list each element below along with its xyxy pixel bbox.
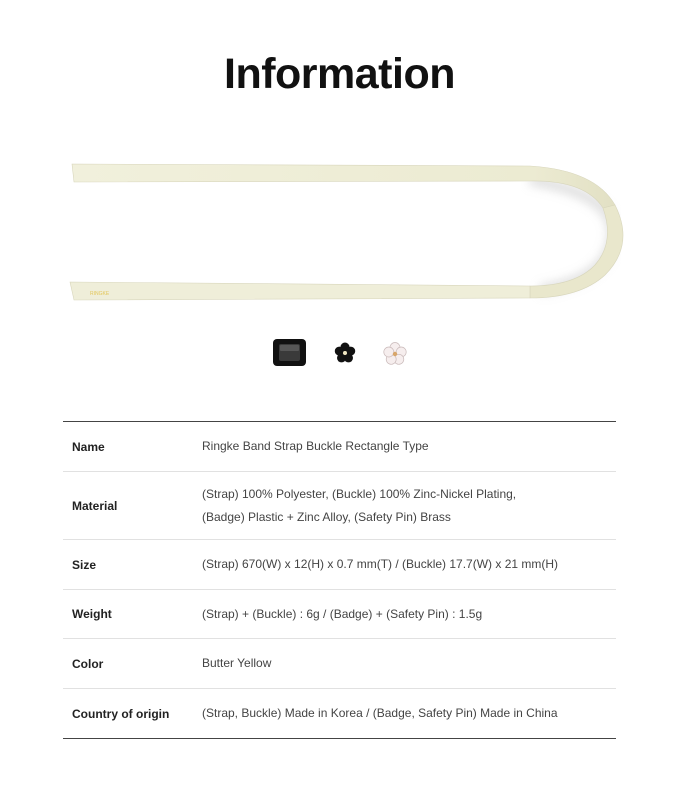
- spec-value-line: (Strap) 670(W) x 12(H) x 0.7 mm(T) / (Buckle) 17.7(W) x 21 mm(H): [202, 557, 559, 571]
- spec-value-line: (Strap) + (Buckle) : 6g / (Badge) + (Safety Pin) : 1.5g: [202, 606, 483, 621]
- spec-row-size: [63, 540, 616, 590]
- spec-value: [202, 435, 616, 458]
- spec-value: [202, 652, 616, 675]
- spec-value-line: (Badge) Plastic + Zinc Alloy, (Safety Pin) Brass: [202, 509, 451, 524]
- spec-value: [202, 702, 616, 725]
- spec-label: Color: [72, 656, 104, 671]
- page-title: Information: [224, 50, 455, 98]
- spec-row-weight: [63, 590, 616, 639]
- spec-value: [202, 483, 616, 529]
- spec-table: [63, 421, 616, 739]
- spec-label: Weight: [72, 607, 112, 621]
- rectangle-buckle-icon: [271, 336, 309, 368]
- spec-row-material: [63, 472, 616, 540]
- spec-value-line: (Strap, Buckle) Made in Korea / (Badge, Safety Pin) Made in China: [202, 706, 558, 720]
- strap-label-text: RINGKE: [90, 291, 110, 297]
- spec-value: [202, 553, 616, 576]
- white-flower-badge-icon: [381, 340, 409, 368]
- spec-label: Country of origin: [72, 706, 170, 721]
- strap-image: [60, 150, 640, 320]
- spec-label: Name: [72, 439, 105, 454]
- spec-label: Size: [72, 557, 97, 572]
- spec-row-country: [63, 689, 616, 738]
- spec-value-line: Butter Yellow: [202, 656, 272, 670]
- black-flower-badge-icon: [332, 340, 358, 366]
- spec-value-line: Ringke Band Strap Buckle Rectangle Type: [202, 439, 429, 453]
- spec-row-name: [63, 422, 616, 472]
- spec-value-line: (Strap) 100% Polyester, (Buckle) 100% Zinc-Nickel Plating,: [202, 486, 517, 501]
- accessory-set: [0, 336, 679, 376]
- spec-row-color: [63, 639, 616, 689]
- spec-label: Material: [72, 498, 118, 513]
- spec-value: [202, 603, 616, 626]
